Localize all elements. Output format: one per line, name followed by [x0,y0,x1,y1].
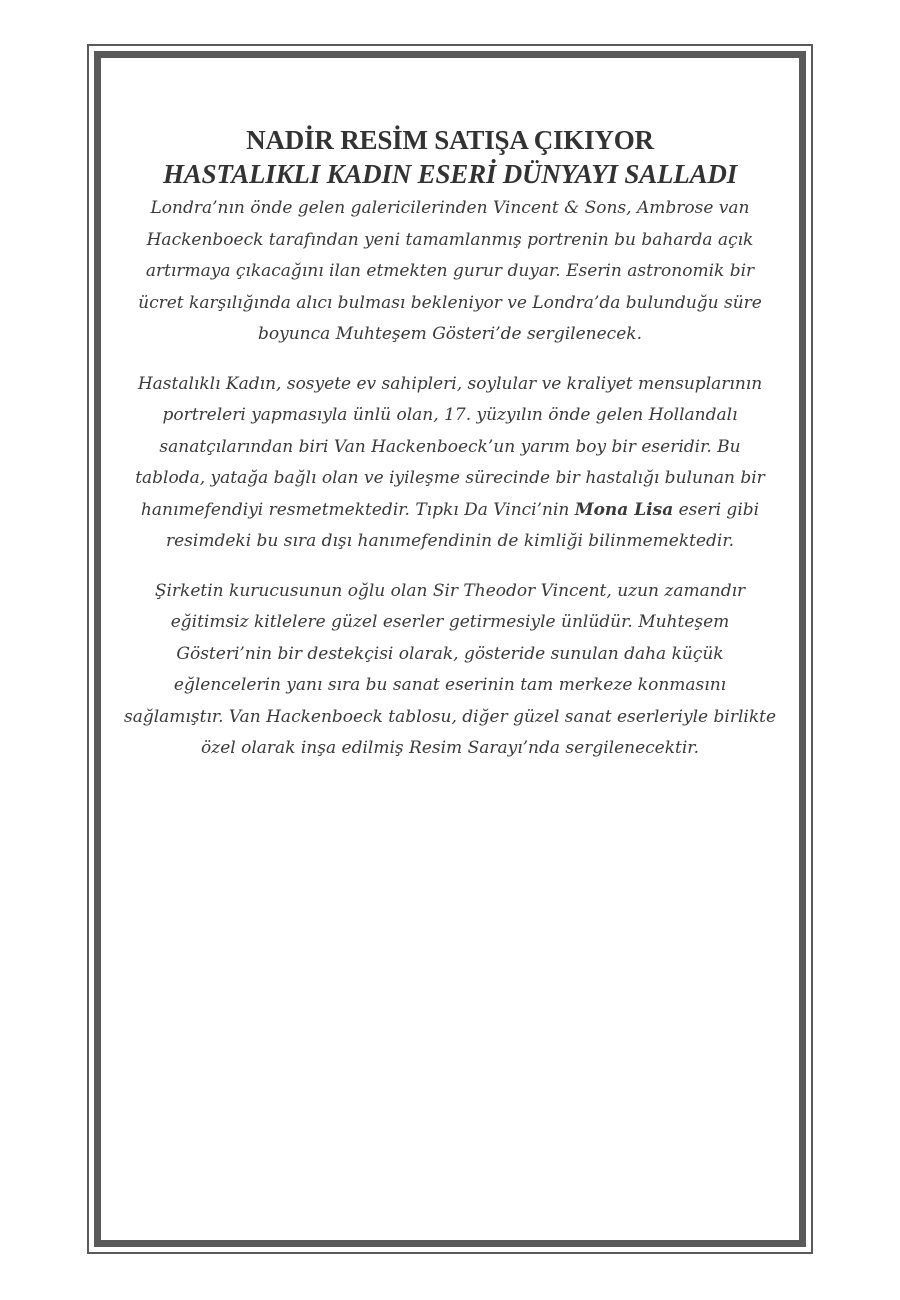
paragraph-2-text-end: eseri gibi resimdeki bu sıra dışı hanımefendinin de kimliği bilinmemektedir. [166,499,760,551]
paragraph-2 [122,369,778,558]
paragraph-3: Şirketin kurucusunun oğlu olan Sir Theodor Vincent, uzun zamandır eğitimsiz kitlelere güzel eserler getirmesiyle ünlüdür. Muhteşem Gösteri’nin bir destekçisi olarak, gösteride sunulan daha küçük eğlencelerin yanı sıra bu sanat eserinin tam merkeze konmasını sağlamıştır. Van Hackenboeck tablosu, diğer güzel sanat eserleriyle birlikte özel olarak inşa edilmiş Resim Sarayı’nda sergilenecektir. [123,580,777,758]
paragraph-1: Londra’nın önde gelen galericilerinden Vincent & Sons, Ambrose van Hackenboeck tarafından yeni tamamlanmış portrenin bu baharda açık artırmaya çıkacağını ilan etmekten gurur duyar. Eserin astronomik bir ücret karşılığında alıcı bulması bekleniyor ve Londra’da bulunduğu süre boyunca Muhteşem Gösteri’de sergilenecek. [138,198,762,344]
paragraph-2-text-start: Hastalıklı Kadın, sosyete ev sahipleri, soylular ve kraliyet mensuplarının portreleri yapmasıyla ünlü olan, 17. yüzyılın önde gelen Hollandalı sanatçılarından biri Van Hackenboeck’un yarım boy bir eseridir. Bu tabloda, yatağa bağlı olan ve iyileşme sürecinde bir hastalığı bulunan bir hanımefendiyi resmetmektedir. Tıpkı Da Vinci’nin [135,373,765,520]
mona-lisa-emphasis: Mona Lisa [574,499,674,520]
headline: NADİR RESİM SATIŞA ÇIKIYOR [246,125,654,155]
subheadline: HASTALIKLI KADIN ESERİ DÜNYAYI SALLADI [162,159,738,189]
article [122,124,778,765]
